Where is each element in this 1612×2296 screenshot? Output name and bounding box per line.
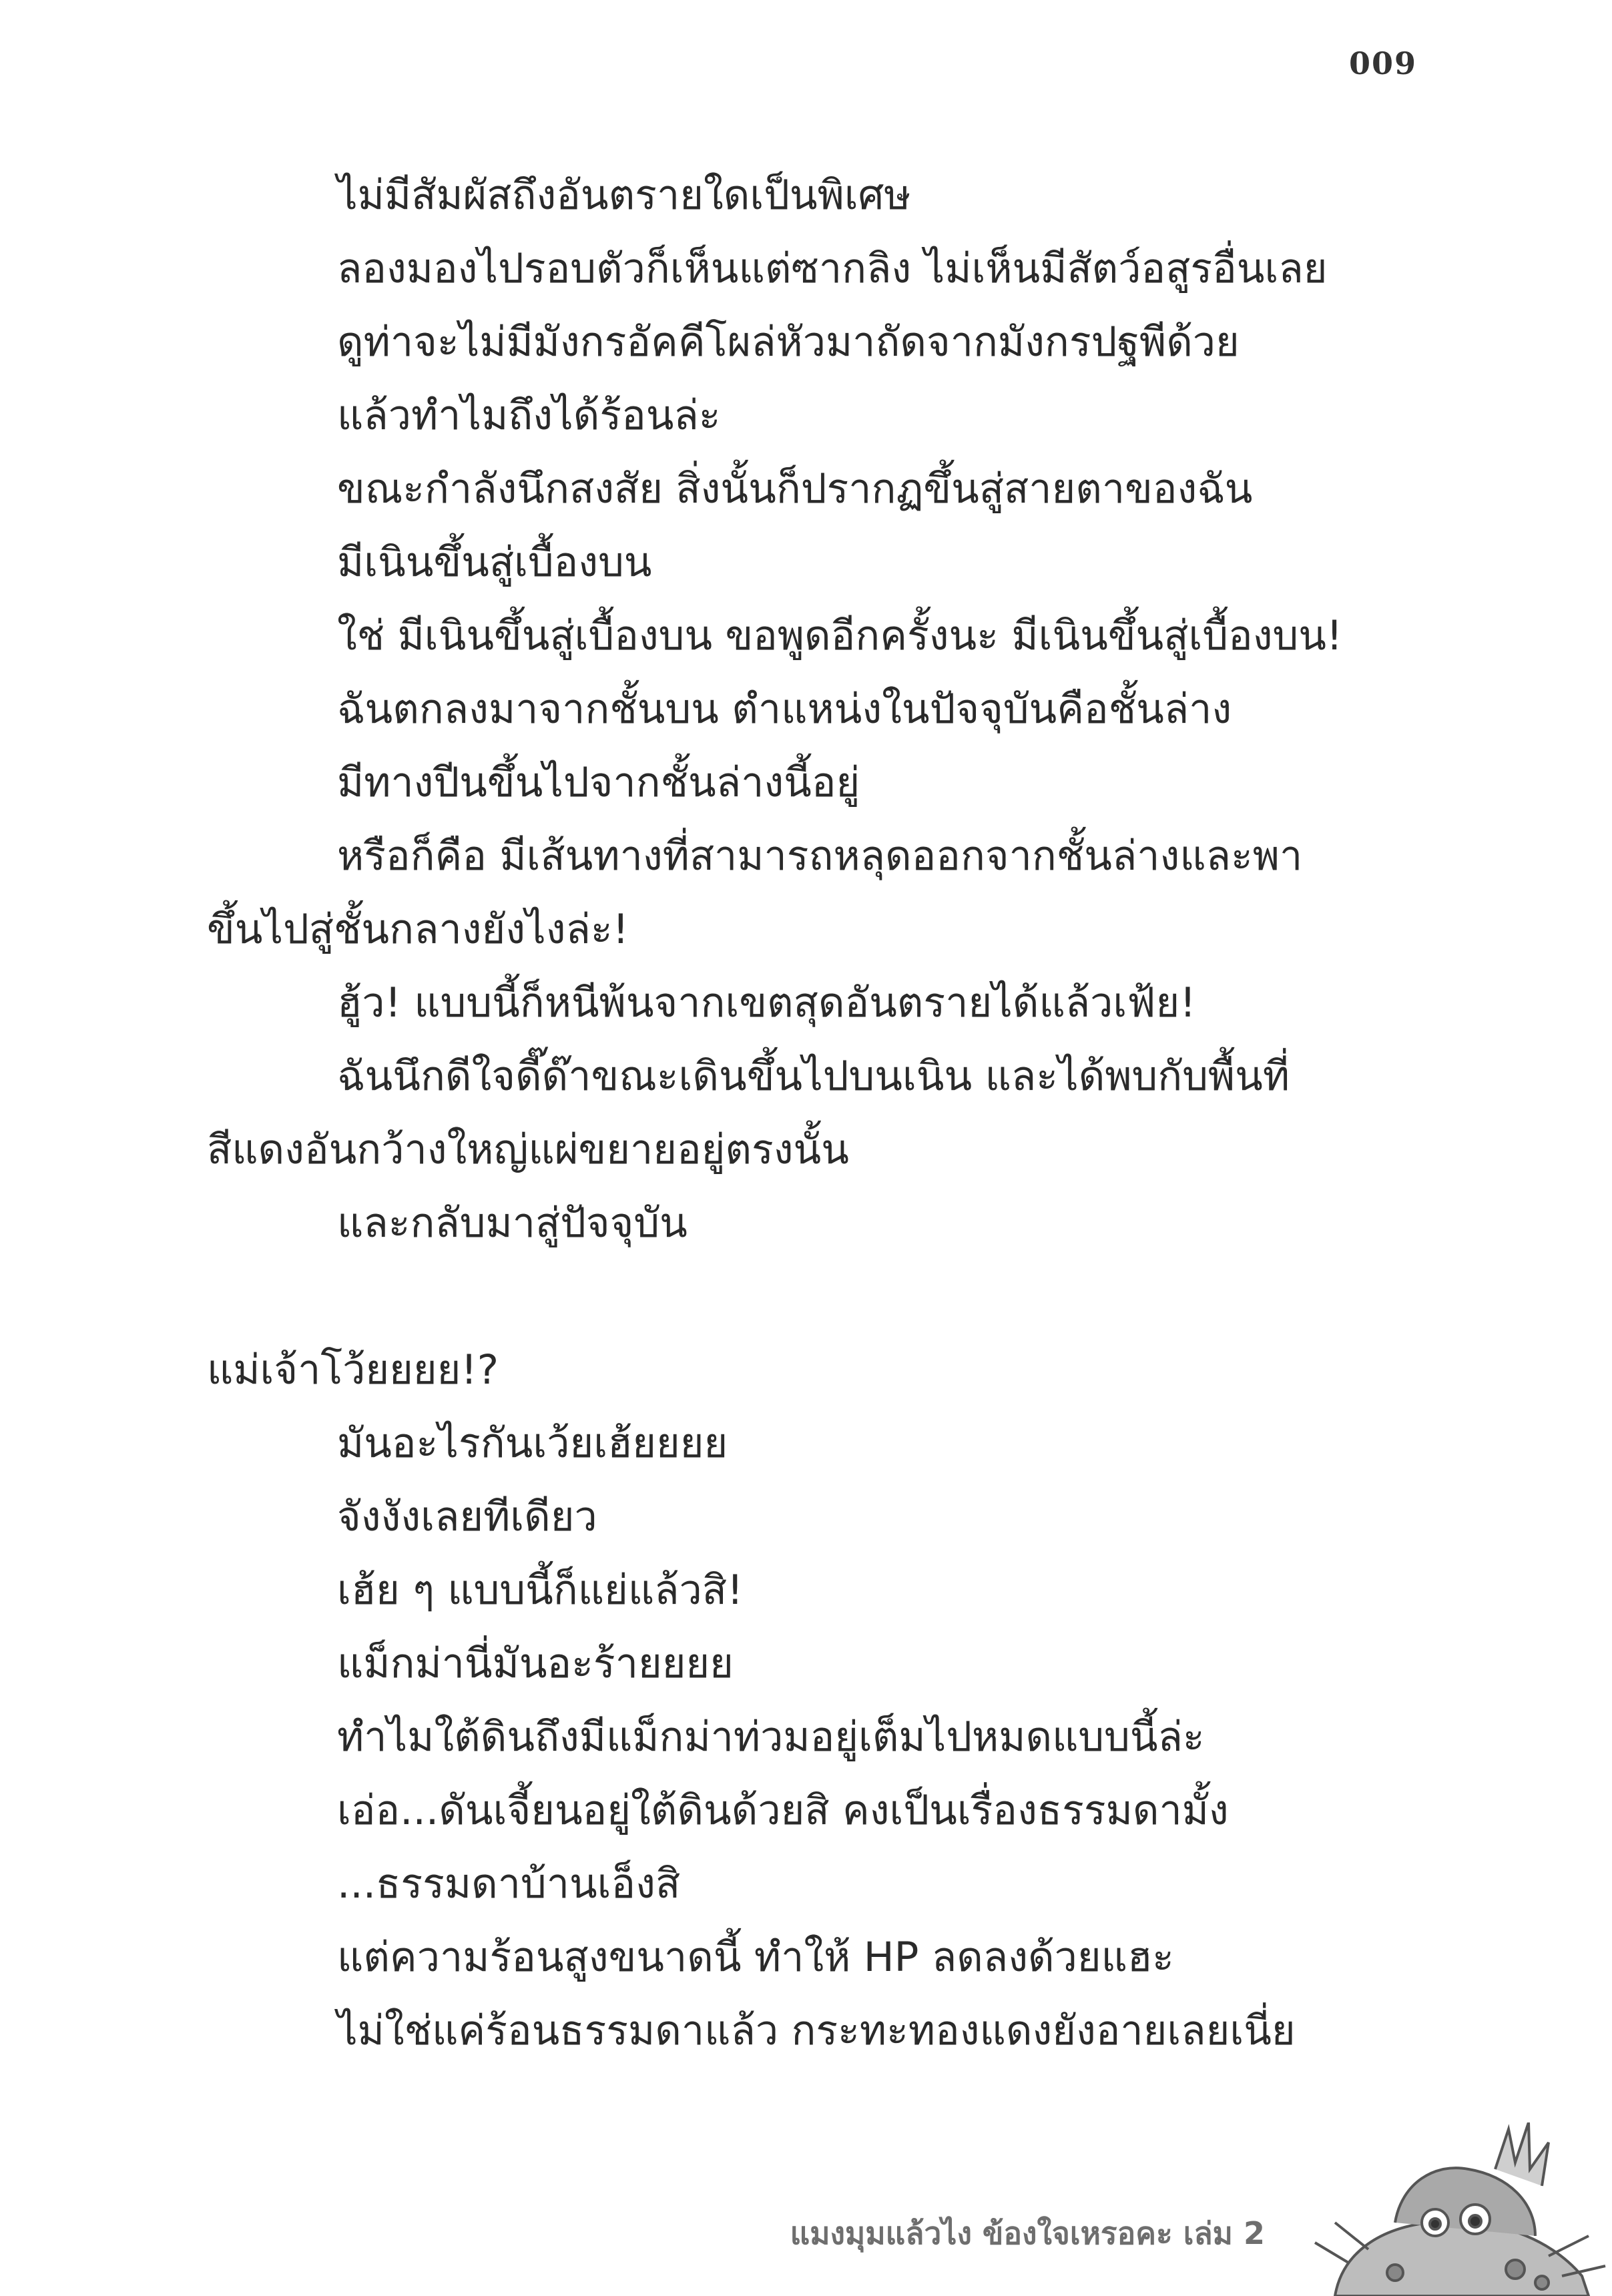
text-line: หรือก็คือ มีเส้นทางที่สามารถหลุดออกจากชั้นล่างและพา	[337, 832, 1303, 880]
text-line: ขณะกำลังนึกสงสัย สิ่งนั้นก็ปรากฏขึ้นสู่สายตาของฉัน	[337, 465, 1253, 513]
text-line: เอ่อ...ดันเจี้ยนอยู่ใต้ดินด้วยสิ คงเป็นเรื่องธรรมดามั้ง	[337, 1787, 1229, 1834]
footer-title: แมงมุมแล้วไง ข้องใจเหรอคะ เล่ม 2	[790, 2215, 1265, 2251]
page-number: 009	[1348, 45, 1417, 81]
text-line: เฮ้ย ๆ แบบนี้ก็แย่แล้วสิ!	[337, 1566, 744, 1614]
text-line: แล้วทำไมถึงได้ร้อนล่ะ	[337, 392, 721, 439]
text-line: ...ธรรมดาบ้านเอ็งสิ	[337, 1860, 681, 1908]
text-line: แม่เจ้าโว้ยยยย!?	[207, 1346, 499, 1394]
text-line: ขึ้นไปสู่ชั้นกลางยังไงล่ะ!	[207, 906, 629, 953]
spider-mascot-icon	[1295, 2122, 1612, 2296]
text-line: มีทางปีนขึ้นไปจากชั้นล่างนี้อยู่	[337, 759, 860, 806]
text-line: ไม่มีสัมผัสถึงอันตรายใดเป็นพิเศษ	[337, 172, 911, 219]
text-line: มันอะไรกันเว้ยเฮ้ยยยย	[337, 1420, 728, 1467]
text-line: ดูท่าจะไม่มีมังกรอัคคีโผล่หัวมาถัดจากมังกรปฐพีด้วย	[337, 318, 1240, 366]
text-line: แต่ความร้อนสูงขนาดนี้ ทำให้ HP ลดลงด้วยแฮะ	[337, 1934, 1174, 1981]
text-line: ไม่ใช่แค่ร้อนธรรมดาแล้ว กระทะทองแดงยังอายเลยเนี่ย	[337, 2007, 1296, 2054]
text-line: มีเนินขึ้นสู่เบื้องบน	[337, 539, 652, 586]
text-line: ฮู้ว! แบบนี้ก็หนีพ้นจากเขตสุดอันตรายได้แล้วเฟ้ย!	[337, 979, 1196, 1027]
text-line: ลองมองไปรอบตัวก็เห็นแต่ซากลิง ไม่เห็นมีสัตว์อสูรอื่นเลย	[337, 245, 1328, 292]
text-line: จังงังเลยทีเดียว	[337, 1493, 597, 1540]
text-line: ฉันตกลงมาจากชั้นบน ตำแหน่งในปัจจุบันคือชั้นล่าง	[337, 685, 1232, 733]
text-line: และกลับมาสู่ปัจจุบัน	[337, 1199, 688, 1247]
text-line: ทำไมใต้ดินถึงมีแม็กม่าท่วมอยู่เต็มไปหมดแบบนี้ล่ะ	[337, 1713, 1205, 1761]
text-line: ฉันนึกดีใจดี๊ด๊าขณะเดินขึ้นไปบนเนิน และได้พบกับพื้นที่	[337, 1053, 1290, 1100]
text-line: ใช่ มีเนินขึ้นสู่เบื้องบน ขอพูดอีกครั้งนะ มีเนินขึ้นสู่เบื้องบน!	[337, 612, 1343, 659]
text-line: สีแดงอันกว้างใหญ่แผ่ขยายอยู่ตรงนั้น	[207, 1126, 849, 1173]
text-line: แม็กม่านี่มันอะร้ายยยย	[337, 1640, 734, 1687]
